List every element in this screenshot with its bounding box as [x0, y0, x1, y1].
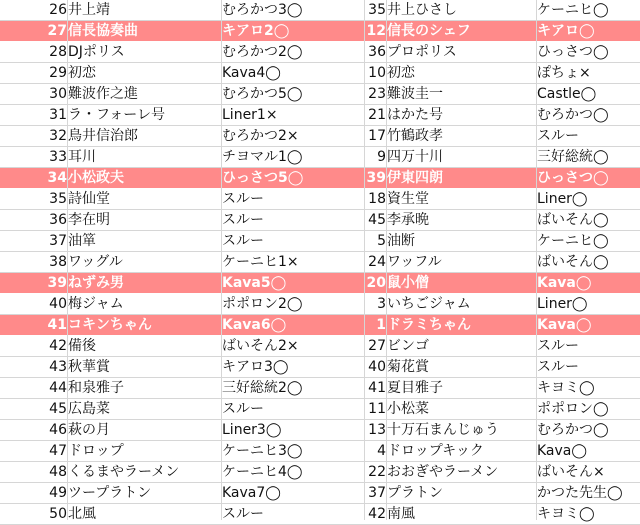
- left-number-cell[interactable]: 30: [49, 86, 67, 102]
- right-status-cell[interactable]: 三好総統◯: [537, 149, 609, 165]
- right-name-cell[interactable]: 資生堂: [387, 191, 429, 207]
- right-number-cell[interactable]: 24: [368, 254, 386, 270]
- left-status-cell[interactable]: Kava4◯: [222, 65, 281, 81]
- right-status-cell[interactable]: Kava◯: [537, 317, 592, 333]
- right-status-cell[interactable]: むろかつ◯: [537, 422, 609, 438]
- left-status-cell[interactable]: Liner3◯: [222, 422, 282, 438]
- right-name-cell[interactable]: 夏目雅子: [387, 380, 443, 396]
- table-row: [0, 420, 640, 441]
- column-divider: [386, 0, 387, 520]
- left-number-cell[interactable]: 35: [49, 191, 67, 207]
- left-name-cell[interactable]: 詩仙堂: [68, 191, 110, 207]
- right-name-cell[interactable]: 十万石まんじゅう: [387, 422, 499, 438]
- right-name-cell[interactable]: 李承晩: [387, 212, 429, 228]
- right-status-cell[interactable]: Liner◯: [537, 191, 588, 207]
- column-divider: [364, 0, 365, 520]
- right-number-cell[interactable]: 41: [368, 380, 386, 396]
- left-status-cell[interactable]: ばいそん2×: [222, 338, 299, 354]
- left-status-cell[interactable]: むろかつ5◯: [222, 86, 303, 102]
- right-name-cell[interactable]: 初恋: [387, 65, 415, 81]
- right-number-cell[interactable]: 22: [368, 464, 386, 480]
- table-row: [0, 483, 640, 504]
- left-name-cell[interactable]: 備後: [68, 338, 96, 354]
- right-status-cell[interactable]: Kava◯: [537, 443, 588, 459]
- table-row-highlighted: [0, 315, 640, 336]
- right-status-cell[interactable]: かつた先生◯: [537, 485, 623, 501]
- left-number-cell[interactable]: 49: [49, 485, 67, 501]
- left-number-cell[interactable]: 33: [49, 149, 67, 165]
- left-status-cell[interactable]: むろかつ3◯: [222, 2, 303, 18]
- left-name-cell[interactable]: 梅ジャム: [68, 296, 124, 312]
- left-status-cell[interactable]: キアロ3◯: [222, 359, 289, 375]
- right-name-cell[interactable]: 四万十川: [387, 149, 443, 165]
- right-name-cell[interactable]: おおぎやラーメン: [387, 464, 499, 480]
- table-row: [0, 462, 640, 483]
- right-name-cell[interactable]: 竹鶴政孝: [387, 128, 443, 144]
- left-status-cell[interactable]: スルー: [222, 212, 264, 228]
- left-number-cell[interactable]: 31: [49, 107, 67, 123]
- right-name-cell[interactable]: 信長のシェフ: [387, 23, 471, 39]
- right-status-cell[interactable]: ばいそん◯: [537, 212, 609, 228]
- right-name-cell[interactable]: 鼠小僧: [387, 275, 429, 291]
- left-number-cell[interactable]: 39: [47, 275, 67, 291]
- left-number-cell[interactable]: 41: [47, 317, 67, 333]
- right-status-cell[interactable]: ポポロン◯: [537, 401, 609, 417]
- right-status-cell[interactable]: ひっさつ◯: [537, 44, 609, 60]
- table-row: [0, 42, 640, 63]
- left-name-cell[interactable]: ツープラトン: [68, 485, 152, 501]
- right-number-cell[interactable]: 18: [368, 191, 386, 207]
- right-number-cell[interactable]: 42: [368, 506, 386, 522]
- right-number-cell[interactable]: 23: [368, 86, 386, 102]
- left-status-cell[interactable]: ケーニヒ3◯: [222, 443, 303, 459]
- left-number-cell[interactable]: 26: [49, 2, 67, 18]
- left-status-cell[interactable]: スルー: [222, 233, 264, 249]
- left-number-cell[interactable]: 27: [47, 23, 67, 39]
- left-name-cell[interactable]: 李在明: [68, 212, 110, 228]
- right-status-cell[interactable]: ケーニヒ◯: [537, 233, 609, 249]
- column-divider: [221, 0, 222, 520]
- left-number-cell[interactable]: 47: [49, 443, 67, 459]
- table-row: [0, 231, 640, 252]
- right-name-cell[interactable]: 伊東四朗: [387, 170, 443, 186]
- table-row: [0, 147, 640, 168]
- right-status-cell[interactable]: ひっさつ◯: [537, 170, 609, 186]
- right-status-cell[interactable]: キアロ◯: [537, 23, 595, 39]
- left-name-cell[interactable]: 耳川: [68, 149, 96, 165]
- right-number-cell[interactable]: 4: [377, 443, 386, 459]
- left-status-cell[interactable]: Kava6◯: [222, 317, 287, 333]
- left-status-cell[interactable]: むろかつ2◯: [222, 44, 303, 60]
- right-number-cell[interactable]: 10: [368, 65, 386, 81]
- left-status-cell[interactable]: ケーニヒ4◯: [222, 464, 303, 480]
- right-status-cell[interactable]: スルー: [537, 338, 579, 354]
- right-name-cell[interactable]: ドラミちゃん: [387, 317, 471, 333]
- left-status-cell[interactable]: ポポロン2◯: [222, 296, 303, 312]
- right-number-cell[interactable]: 13: [368, 422, 386, 438]
- left-number-cell[interactable]: 43: [49, 359, 67, 375]
- right-number-cell[interactable]: 12: [366, 23, 386, 39]
- left-status-cell[interactable]: 三好総統2◯: [222, 380, 303, 396]
- left-number-cell[interactable]: 46: [49, 422, 67, 438]
- left-name-cell[interactable]: 広島菜: [68, 401, 110, 417]
- right-name-cell[interactable]: 井上ひさし: [387, 2, 457, 18]
- left-number-cell[interactable]: 48: [49, 464, 67, 480]
- left-number-cell[interactable]: 29: [49, 65, 67, 81]
- left-number-cell[interactable]: 44: [49, 380, 67, 396]
- table-row: [0, 378, 640, 399]
- left-name-cell[interactable]: コキンちゃん: [68, 317, 152, 333]
- right-name-cell[interactable]: はかた号: [387, 107, 443, 123]
- column-divider: [67, 0, 68, 520]
- left-status-cell[interactable]: Kava5◯: [222, 275, 287, 291]
- left-name-cell[interactable]: 萩の月: [68, 422, 110, 438]
- table-row: [0, 84, 640, 105]
- left-name-cell[interactable]: DJポリス: [68, 44, 125, 60]
- right-name-cell[interactable]: 小松菜: [387, 401, 429, 417]
- right-number-cell[interactable]: 1: [376, 317, 386, 333]
- right-status-cell[interactable]: ばいそん◯: [537, 254, 609, 270]
- left-status-cell[interactable]: むろかつ2×: [222, 128, 299, 144]
- table-row-highlighted: [0, 21, 640, 42]
- left-status-cell[interactable]: スルー: [222, 191, 264, 207]
- right-name-cell[interactable]: 菊花賞: [387, 359, 429, 375]
- left-name-cell[interactable]: 初恋: [68, 65, 96, 81]
- right-number-cell[interactable]: 11: [368, 401, 386, 417]
- right-name-cell[interactable]: 油断: [387, 233, 415, 249]
- right-number-cell[interactable]: 9: [377, 149, 386, 165]
- table-row: [0, 336, 640, 357]
- right-name-cell[interactable]: プロポリス: [387, 44, 457, 60]
- right-name-cell[interactable]: ビンゴ: [387, 338, 429, 354]
- right-name-cell[interactable]: いちごジャム: [387, 296, 471, 312]
- right-status-cell[interactable]: スルー: [537, 359, 579, 375]
- right-status-cell[interactable]: ケーニヒ◯: [537, 2, 609, 18]
- table-row: [0, 189, 640, 210]
- left-name-cell[interactable]: 秋華賞: [68, 359, 110, 375]
- left-name-cell[interactable]: くるまやラーメン: [68, 464, 180, 480]
- right-name-cell[interactable]: 南風: [387, 506, 415, 522]
- right-name-cell[interactable]: ドロップキック: [387, 443, 484, 459]
- left-name-cell[interactable]: 油箪: [68, 233, 96, 249]
- left-number-cell[interactable]: 36: [49, 212, 67, 228]
- left-number-cell[interactable]: 37: [49, 233, 67, 249]
- column-divider: [536, 0, 537, 520]
- table-row: [0, 126, 640, 147]
- table-row: [0, 399, 640, 420]
- left-name-cell[interactable]: ワッグル: [68, 254, 123, 270]
- table-row: [0, 105, 640, 126]
- left-name-cell[interactable]: 信長協奏曲: [68, 23, 138, 39]
- left-number-cell[interactable]: 45: [49, 401, 67, 417]
- right-name-cell[interactable]: ワッフル: [387, 254, 442, 270]
- left-number-cell[interactable]: 50: [49, 506, 67, 522]
- left-status-cell[interactable]: ケーニヒ1×: [222, 254, 299, 270]
- right-number-cell[interactable]: 40: [368, 359, 386, 375]
- right-status-cell[interactable]: Liner◯: [537, 296, 588, 312]
- right-status-cell[interactable]: キヨミ◯: [537, 380, 595, 396]
- left-name-cell[interactable]: ドロップ: [68, 443, 124, 459]
- table-row: [0, 0, 640, 21]
- table-row: [0, 294, 640, 315]
- right-status-cell[interactable]: ぽちょ×: [537, 65, 591, 81]
- right-number-cell[interactable]: 20: [366, 275, 386, 291]
- left-name-cell[interactable]: ラ・フォーレ号: [68, 107, 166, 123]
- left-name-cell[interactable]: 鳥井信治郎: [68, 128, 138, 144]
- left-number-cell[interactable]: 38: [49, 254, 67, 270]
- left-number-cell[interactable]: 40: [49, 296, 67, 312]
- table-row: [0, 210, 640, 231]
- left-number-cell[interactable]: 28: [49, 44, 67, 60]
- table-row-highlighted: [0, 273, 640, 294]
- left-status-cell[interactable]: スルー: [222, 506, 264, 522]
- table-row: [0, 504, 640, 525]
- right-status-cell[interactable]: Castle◯: [537, 86, 597, 102]
- table-row: [0, 63, 640, 84]
- right-number-cell[interactable]: 17: [368, 128, 386, 144]
- left-status-cell[interactable]: ひっさつ5◯: [222, 170, 304, 186]
- right-name-cell[interactable]: プラトン: [387, 485, 443, 501]
- right-number-cell[interactable]: 35: [368, 2, 386, 18]
- right-name-cell[interactable]: 難波圭一: [387, 86, 443, 102]
- right-number-cell[interactable]: 36: [368, 44, 386, 60]
- left-status-cell[interactable]: スルー: [222, 401, 264, 417]
- left-number-cell[interactable]: 42: [49, 338, 67, 354]
- right-status-cell[interactable]: むろかつ◯: [537, 107, 609, 123]
- left-number-cell[interactable]: 32: [49, 128, 67, 144]
- right-status-cell[interactable]: Kava◯: [537, 275, 592, 291]
- left-status-cell[interactable]: Liner1×: [222, 107, 278, 123]
- right-number-cell[interactable]: 21: [368, 107, 386, 123]
- left-number-cell[interactable]: 34: [47, 170, 67, 186]
- right-number-cell[interactable]: 3: [377, 296, 386, 312]
- left-name-cell[interactable]: 難波作之進: [68, 86, 138, 102]
- table-row: [0, 357, 640, 378]
- right-number-cell[interactable]: 37: [368, 485, 386, 501]
- right-status-cell[interactable]: ばいそん×: [537, 464, 605, 480]
- left-name-cell[interactable]: ねずみ男: [68, 275, 124, 291]
- right-status-cell[interactable]: キヨミ◯: [537, 506, 595, 522]
- left-status-cell[interactable]: チヨマル1◯: [222, 149, 303, 165]
- left-name-cell[interactable]: 北風: [68, 506, 96, 522]
- left-name-cell[interactable]: 井上靖: [68, 2, 110, 18]
- left-name-cell[interactable]: 和泉雅子: [68, 380, 124, 396]
- left-status-cell[interactable]: キアロ2◯: [222, 23, 290, 39]
- right-number-cell[interactable]: 27: [368, 338, 386, 354]
- left-name-cell[interactable]: 小松政夫: [68, 170, 124, 186]
- left-status-cell[interactable]: Kava7◯: [222, 485, 281, 501]
- table-row: [0, 441, 640, 462]
- table-row: [0, 252, 640, 273]
- right-number-cell[interactable]: 45: [368, 212, 386, 228]
- right-number-cell[interactable]: 5: [377, 233, 386, 249]
- table-row-highlighted: [0, 168, 640, 189]
- right-status-cell[interactable]: スルー: [537, 128, 579, 144]
- right-number-cell[interactable]: 39: [366, 170, 386, 186]
